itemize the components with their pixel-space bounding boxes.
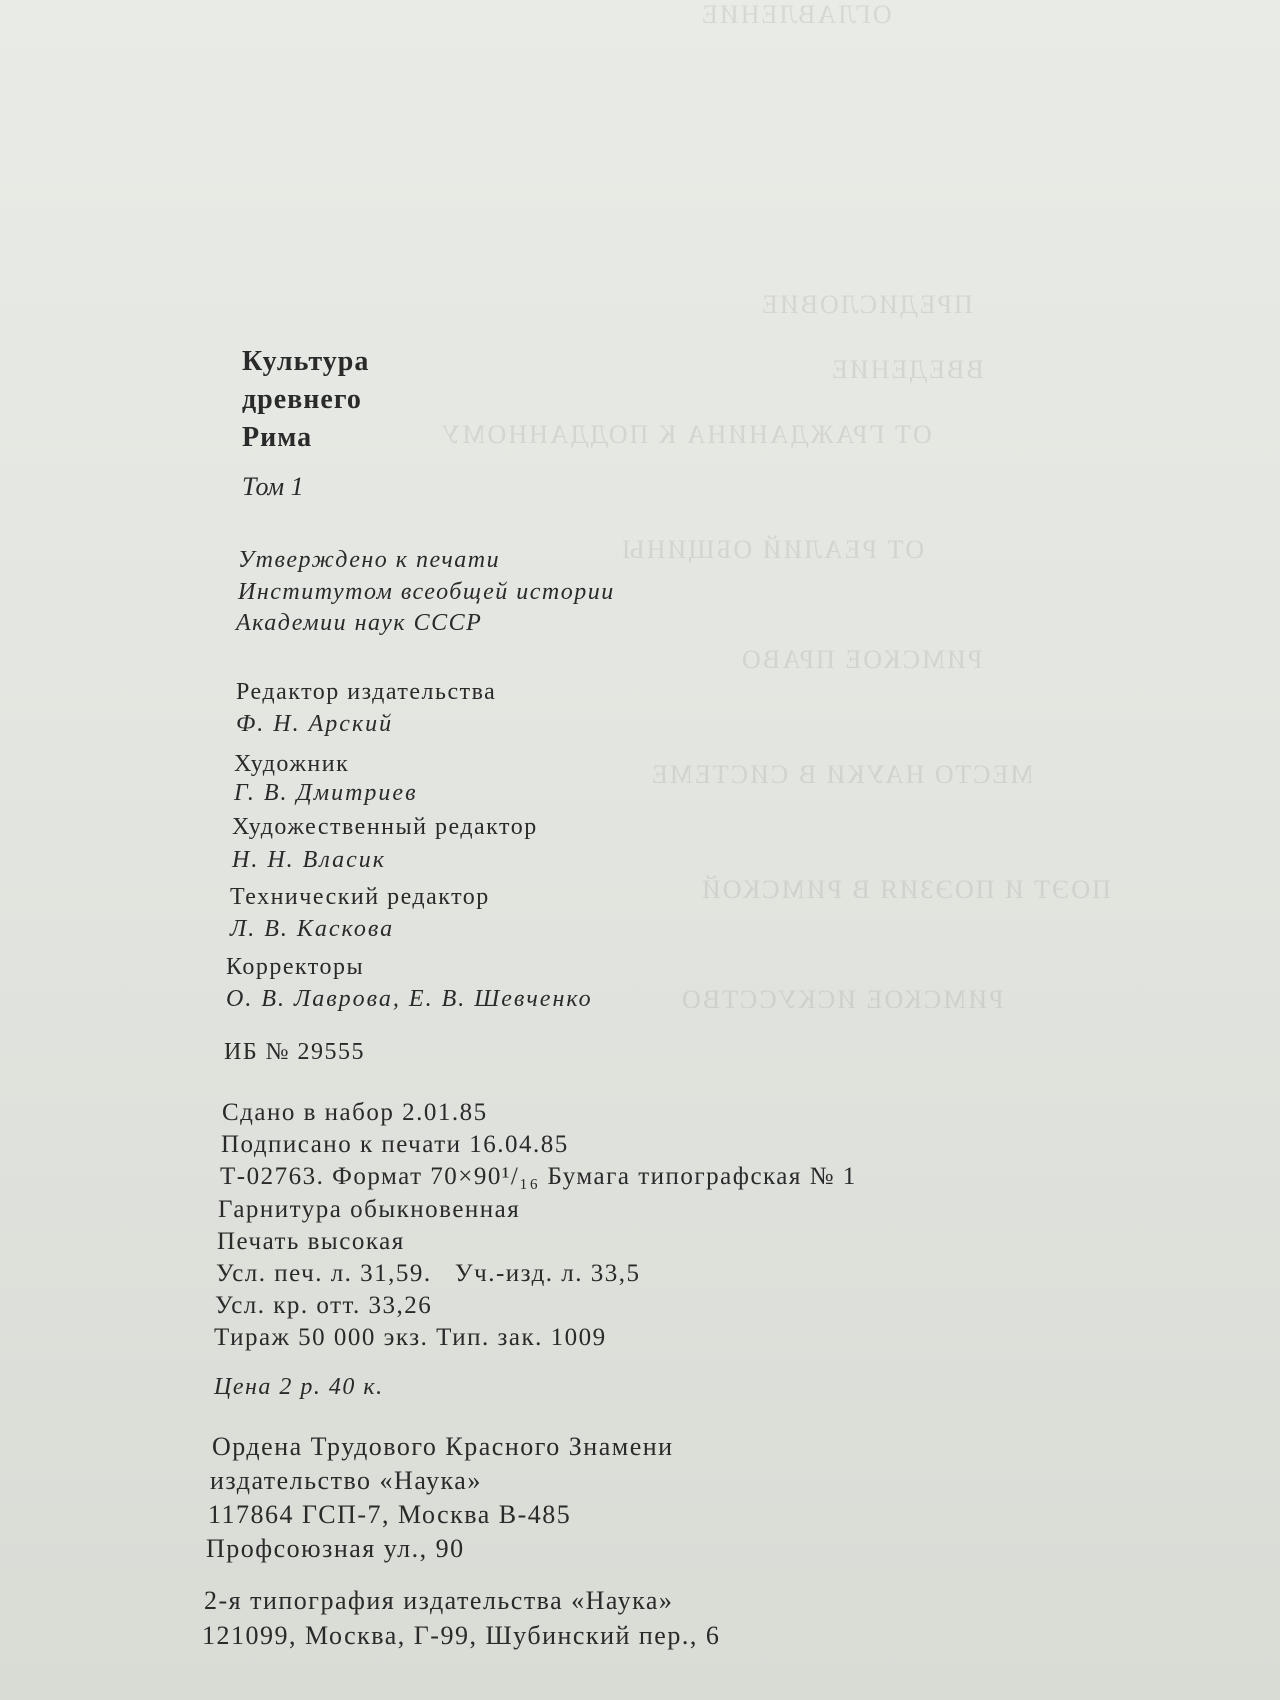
imprint-line-typeset-date: Сдано в набор 2.01.85 [222, 1099, 488, 1126]
imprint-line-signed-date: Подписано к печати 16.04.85 [221, 1131, 569, 1158]
printer-line-1: 2-я типография издательства «Наука» [204, 1586, 674, 1615]
approval-line-3: Академии наук СССР [236, 610, 483, 636]
show-through-texture: ВВЕДЕНИЕ [830, 355, 984, 384]
show-through-texture: РИМСКОЕ ИСКУССТВО [680, 985, 1004, 1014]
credit-role-tech-editor: Технический редактор [230, 884, 490, 910]
publisher-line-4: Профсоюзная ул., 90 [206, 1534, 465, 1563]
credit-name-tech-editor: Л. В. Каскова [230, 916, 395, 942]
credit-name-editor: Ф. Н. Арский [236, 711, 394, 737]
imprint-line-sheets: Усл. печ. л. 31,59. Уч.-изд. л. 33,5 [216, 1260, 641, 1287]
volume-label: Том 1 [242, 472, 304, 501]
credit-role-art-editor: Художественный редактор [232, 814, 538, 840]
show-through-texture: ОТ РЕАЛИЙ ОБЩИНЫ [620, 535, 925, 564]
credit-name-artist: Г. В. Дмитриев [234, 780, 418, 806]
show-through-texture: ПРЕДИСЛОВИЕ [760, 290, 973, 319]
book-title-line-1: Культура [242, 346, 370, 377]
imprint-line-printing: Печать высокая [217, 1228, 405, 1255]
imprint-line-color-prints: Усл. кр. отт. 33,26 [215, 1292, 433, 1319]
price: Цена 2 р. 40 к. [214, 1374, 384, 1400]
publisher-line-3: 117864 ГСП-7, Москва В-485 [208, 1500, 572, 1529]
show-through-texture: ОТ ГРАЖДАНИНА К ПОДДАННОМУ [440, 420, 932, 449]
credit-name-proofreaders: О. В. Лаврова, Е. В. Шевченко [226, 986, 593, 1012]
show-through-texture: РИМСКОЕ ПРАВО [740, 645, 983, 674]
credit-name-art-editor: Н. Н. Власик [232, 847, 386, 873]
ib-number: ИБ № 29555 [224, 1039, 366, 1065]
imprint-line-circulation: Тираж 50 000 экз. Тип. зак. 1009 [214, 1324, 607, 1351]
printer-line-2: 121099, Москва, Г-99, Шубинский пер., 6 [202, 1621, 721, 1650]
show-through-texture: ПОЭТ И ПОЭЗИЯ В РИМСКОЙ [700, 875, 1111, 904]
show-through-texture: МЕСТО НАУКИ В СИСТЕМЕ [650, 760, 1034, 789]
imprint-line-format: Т-02763. Формат 70×90¹/₁₆ Бумага типографская № 1 [220, 1163, 857, 1190]
imprint-line-typeface: Гарнитура обыкновенная [218, 1196, 521, 1223]
publisher-line-2: издательство «Наука» [210, 1466, 482, 1495]
credit-role-proofreaders: Корректоры [226, 954, 365, 980]
book-title-line-2: древнего [242, 384, 362, 415]
approval-line-1: Утверждено к печати [238, 547, 501, 573]
book-title-line-3: Рима [242, 422, 313, 453]
credit-role-artist: Художник [234, 751, 350, 777]
credit-role-editor: Редактор издательства [236, 679, 497, 705]
approval-line-2: Институтом всеобщей истории [238, 579, 615, 605]
show-through-texture: ОГЛАВЛЕНИЕ [700, 0, 892, 29]
publisher-line-1: Ордена Трудового Красного Знамени [212, 1432, 674, 1461]
